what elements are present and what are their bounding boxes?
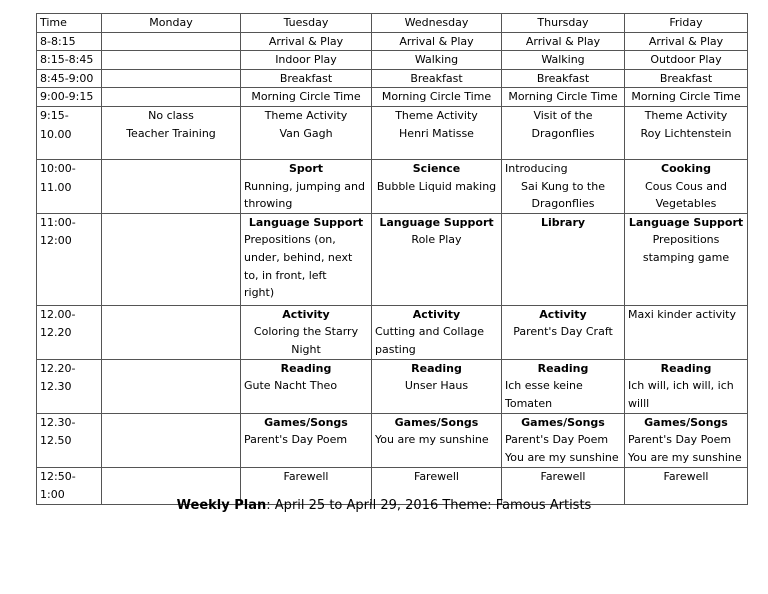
activity-cell-monday	[102, 69, 241, 88]
schedule-body	[37, 32, 748, 504]
activity-cell-monday	[102, 305, 241, 359]
activity-cell-monday	[102, 32, 241, 51]
activity-text: Arrival & Play	[268, 34, 344, 48]
activity-cell-thursday	[502, 51, 625, 70]
activity-title: Games/Songs	[644, 415, 728, 429]
activity-text: Parent's Day Poem	[628, 433, 732, 447]
activity-text: Running, jumping and	[244, 179, 365, 193]
header-time: Time	[37, 14, 102, 33]
activity-cell-thursday	[502, 413, 625, 467]
header-monday: Monday	[102, 14, 241, 33]
activity-cell-wednesday	[372, 32, 502, 51]
time-text: 12.30-	[40, 415, 76, 429]
activity-cell-thursday	[502, 69, 625, 88]
caption-text: : April 25 to April 29, 2016 Theme: Famous Artists	[266, 498, 592, 513]
header-friday: Friday	[625, 14, 748, 33]
schedule-row	[37, 413, 748, 467]
time-text: 12.50	[40, 434, 72, 448]
activity-cell-wednesday	[372, 413, 502, 467]
activity-title: Reading	[537, 361, 589, 375]
activity-text: Prepositions	[652, 233, 720, 247]
time-text: 1:00	[40, 488, 65, 502]
activity-cell-tuesday	[241, 69, 372, 88]
activity-cell-tuesday	[241, 159, 372, 213]
time-cell	[37, 32, 102, 51]
time-text: 12.30	[40, 380, 72, 394]
schedule-row	[37, 159, 748, 213]
activity-title: Library	[540, 215, 586, 229]
activity-text: Parent's Day Poem	[244, 433, 348, 447]
activity-text: You are my sunshine	[375, 433, 489, 447]
time-text: 8:45-9:00	[40, 71, 94, 85]
time-text: 8:15-8:45	[40, 53, 94, 67]
time-text: 11:00-	[40, 215, 76, 229]
time-text: 12.20	[40, 326, 72, 340]
activity-title: Language Support	[628, 215, 744, 229]
activity-text: Unser Haus	[404, 379, 469, 393]
activity-title: Activity	[282, 307, 330, 321]
time-text: 9:00-9:15	[40, 90, 94, 104]
activity-cell-tuesday	[241, 413, 372, 467]
activity-cell-wednesday	[372, 359, 502, 413]
activity-cell-tuesday	[241, 213, 372, 305]
time-text: 12:50-	[40, 469, 76, 483]
time-cell	[37, 69, 102, 88]
activity-title: Reading	[660, 361, 712, 375]
activity-text: Coloring the Starry	[253, 325, 359, 339]
activity-text: Farewell	[414, 469, 459, 483]
activity-title: Games/Songs	[521, 415, 605, 429]
time-cell	[37, 213, 102, 305]
activity-title: Language Support	[248, 215, 364, 229]
activity-cell-friday	[625, 413, 748, 467]
activity-cell-friday	[625, 88, 748, 107]
activity-title: Reading	[411, 361, 462, 375]
schedule-row	[37, 32, 748, 51]
schedule-row	[37, 213, 748, 305]
activity-title: Science	[412, 161, 461, 175]
activity-text: Ich will, ich will, ich	[628, 379, 734, 393]
activity-title: Cooking	[661, 161, 711, 175]
activity-text: Walking	[541, 53, 585, 67]
activity-cell-tuesday	[241, 106, 372, 159]
time-text: 10.00	[40, 127, 72, 141]
activity-cell-wednesday	[372, 305, 502, 359]
activity-text: throwing	[244, 197, 293, 211]
activity-text: Parent's Day Craft	[513, 325, 613, 339]
activity-text: Arrival & Play	[648, 34, 724, 48]
activity-text: Indoor Play	[275, 53, 337, 67]
time-text: 11.00	[40, 180, 72, 194]
activity-title: Activity	[539, 307, 587, 321]
schedule-row	[37, 69, 748, 88]
activity-text: Dragonflies	[531, 197, 595, 211]
activity-cell-friday	[625, 305, 748, 359]
activity-text: Prepositions (on,	[244, 233, 336, 247]
activity-text: Breakfast	[410, 71, 463, 85]
activity-text: Night	[291, 342, 321, 356]
activity-cell-tuesday	[241, 88, 372, 107]
activity-cell-monday	[102, 88, 241, 107]
time-text: 10:00-	[40, 161, 76, 175]
weekly-plan-table	[36, 13, 748, 505]
activity-cell-thursday	[502, 359, 625, 413]
activity-cell-thursday	[502, 159, 625, 213]
activity-text: Morning Circle Time	[631, 90, 741, 104]
activity-text: Maxi kinder activity	[628, 307, 737, 321]
caption-label: Weekly Plan	[176, 498, 267, 513]
activity-cell-thursday	[502, 106, 625, 159]
activity-cell-friday	[625, 51, 748, 70]
activity-text: Morning Circle Time	[508, 90, 618, 104]
activity-cell-wednesday	[372, 51, 502, 70]
activity-text: Dragonflies	[531, 126, 595, 140]
activity-cell-thursday	[502, 88, 625, 107]
time-cell	[37, 159, 102, 213]
activity-cell-monday	[102, 159, 241, 213]
activity-text: Farewell	[663, 469, 709, 483]
activity-title: Language Support	[379, 215, 494, 229]
activity-text: Sai Kung to the	[521, 179, 605, 193]
activity-text: Theme Activity	[395, 108, 478, 122]
header-tuesday: Tuesday	[241, 14, 372, 33]
activity-cell-friday	[625, 69, 748, 88]
activity-text: Henri Matisse	[399, 126, 474, 140]
weekly-plan-caption	[0, 498, 768, 513]
activity-text: Roy Lichtenstein	[640, 126, 732, 140]
activity-cell-monday	[102, 51, 241, 70]
header-wednesday: Wednesday	[372, 14, 502, 33]
time-text: 9:15-	[40, 108, 69, 122]
activity-text: Theme Activity	[264, 108, 348, 122]
activity-text: Morning Circle Time	[251, 90, 361, 104]
activity-text: No class	[148, 108, 194, 122]
activity-text: You are my sunshine	[505, 450, 619, 464]
time-text: 12.00-	[40, 307, 76, 321]
activity-text: stamping game	[642, 250, 730, 264]
activity-text: Teacher Training	[126, 126, 216, 140]
time-cell	[37, 106, 102, 159]
header-row	[37, 14, 748, 33]
activity-cell-friday	[625, 32, 748, 51]
activity-text: Farewell	[540, 469, 586, 483]
activity-text: Role Play	[411, 233, 462, 247]
activity-text: Morning Circle Time	[381, 90, 492, 104]
activity-cell-wednesday	[372, 159, 502, 213]
schedule-row	[37, 106, 748, 159]
activity-text: under, behind, next	[244, 250, 353, 264]
activity-text: Vegetables	[655, 197, 717, 211]
activity-cell-wednesday	[372, 106, 502, 159]
schedule-row	[37, 359, 748, 413]
activity-cell-wednesday	[372, 69, 502, 88]
schedule-row	[37, 88, 748, 107]
activity-cell-wednesday	[372, 88, 502, 107]
activity-text: You are my sunshine	[628, 450, 742, 464]
time-text: 8-8:15	[40, 34, 76, 48]
activity-text: Cutting and Collage	[375, 325, 484, 339]
activity-cell-thursday	[502, 32, 625, 51]
activity-text: Tomaten	[505, 396, 553, 410]
schedule-row	[37, 305, 748, 359]
activity-title: Sport	[288, 161, 324, 175]
schedule-row	[37, 51, 748, 70]
activity-cell-tuesday	[241, 51, 372, 70]
activity-text: Van Gagh	[279, 126, 333, 140]
activity-text: Introducing	[505, 161, 568, 175]
activity-cell-monday	[102, 106, 241, 159]
activity-title: Activity	[412, 307, 461, 321]
time-cell	[37, 51, 102, 70]
activity-text: Theme Activity	[644, 108, 728, 122]
activity-cell-thursday	[502, 213, 625, 305]
activity-text: Gute Nacht Theo	[244, 379, 338, 393]
activity-text: Breakfast	[659, 71, 713, 85]
time-text: 12.20-	[40, 361, 76, 375]
activity-text: right)	[244, 286, 275, 300]
activity-text: willl	[628, 396, 650, 410]
time-cell	[37, 359, 102, 413]
activity-cell-friday	[625, 359, 748, 413]
activity-cell-monday	[102, 213, 241, 305]
header-thursday: Thursday	[502, 14, 625, 33]
activity-text: Visit of the	[533, 108, 593, 122]
activity-text: Outdoor Play	[650, 53, 722, 67]
activity-cell-thursday	[502, 305, 625, 359]
activity-text: pasting	[375, 342, 416, 356]
activity-title: Games/Songs	[264, 415, 348, 429]
activity-text: Farewell	[283, 469, 329, 483]
activity-cell-monday	[102, 413, 241, 467]
activity-cell-friday	[625, 159, 748, 213]
time-text: 12:00	[40, 234, 72, 248]
time-cell	[37, 305, 102, 359]
activity-title: Games/Songs	[394, 415, 479, 429]
activity-cell-tuesday	[241, 305, 372, 359]
time-cell	[37, 413, 102, 467]
activity-text: Breakfast	[536, 71, 590, 85]
activity-title: Reading	[280, 361, 332, 375]
activity-text: to, in front, left	[244, 268, 327, 282]
activity-cell-tuesday	[241, 359, 372, 413]
activity-text: Ich esse keine	[505, 379, 583, 393]
activity-text: Breakfast	[279, 71, 333, 85]
activity-text: Walking	[414, 53, 459, 67]
time-cell	[37, 88, 102, 107]
activity-cell-friday	[625, 106, 748, 159]
activity-text: Arrival & Play	[399, 34, 474, 48]
activity-text: Arrival & Play	[525, 34, 601, 48]
activity-cell-tuesday	[241, 32, 372, 51]
activity-text: Cous Cous and	[645, 179, 727, 193]
activity-cell-wednesday	[372, 213, 502, 305]
activity-cell-monday	[102, 359, 241, 413]
activity-text: Bubble Liquid making	[376, 179, 497, 193]
activity-cell-friday	[625, 213, 748, 305]
activity-text: Parent's Day Poem	[505, 433, 609, 447]
